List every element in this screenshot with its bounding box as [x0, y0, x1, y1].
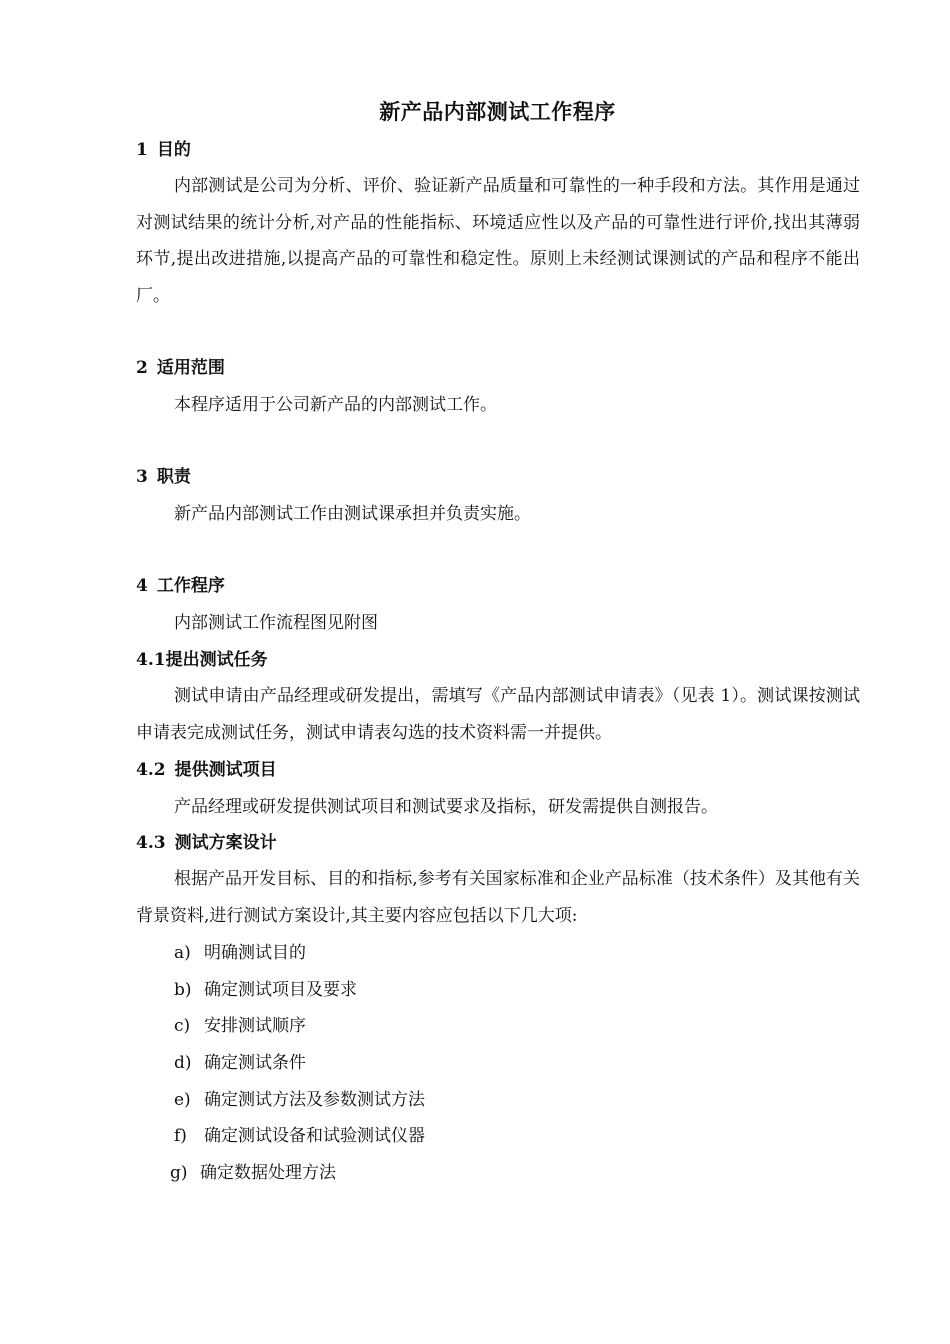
list-marker: f): [174, 1126, 187, 1146]
section-3-heading: [136, 465, 191, 489]
list-item: [174, 1014, 306, 1038]
list-marker: a): [174, 943, 191, 963]
list-item: [174, 1088, 425, 1112]
list-marker: b): [174, 980, 192, 1000]
section-title: 适用范围: [156, 358, 225, 378]
list-text: 确定测试条件: [204, 1053, 306, 1073]
section-4-2-body: 产品经理或研发提供测试项目和测试要求及指标，研发需提供自测报告。: [174, 797, 718, 817]
section-title: 工作程序: [156, 576, 225, 596]
section-2-body: 本程序适用于公司新产品的内部测试工作。: [174, 395, 497, 415]
section-number: 4.1: [136, 650, 166, 670]
list-item: [174, 941, 306, 965]
section-4-1-heading: [136, 648, 268, 672]
section-4-body: 内部测试工作流程图见附图: [174, 613, 378, 633]
list-item: [174, 1124, 425, 1148]
section-1-heading: [136, 138, 191, 162]
list-item: [174, 1051, 306, 1075]
section-4-2-heading: [136, 758, 277, 782]
document-title: 新产品内部测试工作程序: [379, 99, 616, 124]
list-marker: g): [170, 1163, 188, 1183]
section-number: 4: [136, 576, 148, 596]
section-4-3-body: 根据产品开发目标、目的和指标,参考有关国家标准和企业产品标准（技术条件）及其他有关背景资料,进行测试方案设计,其主要内容应包括以下几大项:: [136, 869, 860, 926]
section-number: 1: [136, 140, 148, 160]
section-number: 3: [136, 467, 148, 487]
section-title: 测试方案设计: [174, 833, 277, 853]
list-text: 确定测试项目及要求: [204, 980, 357, 1000]
section-4-1-body: 测试申请由产品经理或研发提出，需填写《产品内部测试申请表》（见表 1）。测试课按测试申请表完成测试任务，测试申请表勾选的技术资料需一并提供。: [136, 686, 860, 743]
list-text: 明确测试目的: [204, 943, 306, 963]
list-text: 安排测试顺序: [204, 1016, 306, 1036]
list-text: 确定数据处理方法: [200, 1163, 336, 1183]
section-1-body: 内部测试是公司为分析、评价、验证新产品质量和可靠性的一种手段和方法。其作用是通过对测试结果的统计分析,对产品的性能指标、环境适应性以及产品的可靠性进行评价,找出其薄弱环节,提出改进措施,以提高产品的可靠性和稳定性。原则上未经测试课测试的产品和程序不能出厂。: [136, 176, 860, 306]
section-number: 4.2: [136, 760, 166, 780]
section-title: 提供测试项目: [174, 760, 277, 780]
list-marker: d): [174, 1053, 192, 1073]
section-4-3-heading: [136, 831, 277, 855]
section-3-body: 新产品内部测试工作由测试课承担并负责实施。: [174, 504, 531, 524]
section-number: 4.3: [136, 833, 166, 853]
section-title: 目的: [156, 140, 191, 160]
list-marker: c): [174, 1016, 191, 1036]
list-marker: e): [174, 1090, 191, 1110]
section-2-heading: [136, 356, 225, 380]
section-title: 职责: [156, 467, 191, 487]
list-text: 确定测试方法及参数测试方法: [204, 1090, 425, 1110]
list-item: [174, 978, 357, 1002]
section-number: 2: [136, 358, 148, 378]
list-text: 确定测试设备和试验测试仪器: [204, 1126, 425, 1146]
list-item: [170, 1161, 336, 1185]
section-title: 提出测试任务: [165, 650, 268, 670]
section-4-heading: [136, 574, 225, 598]
